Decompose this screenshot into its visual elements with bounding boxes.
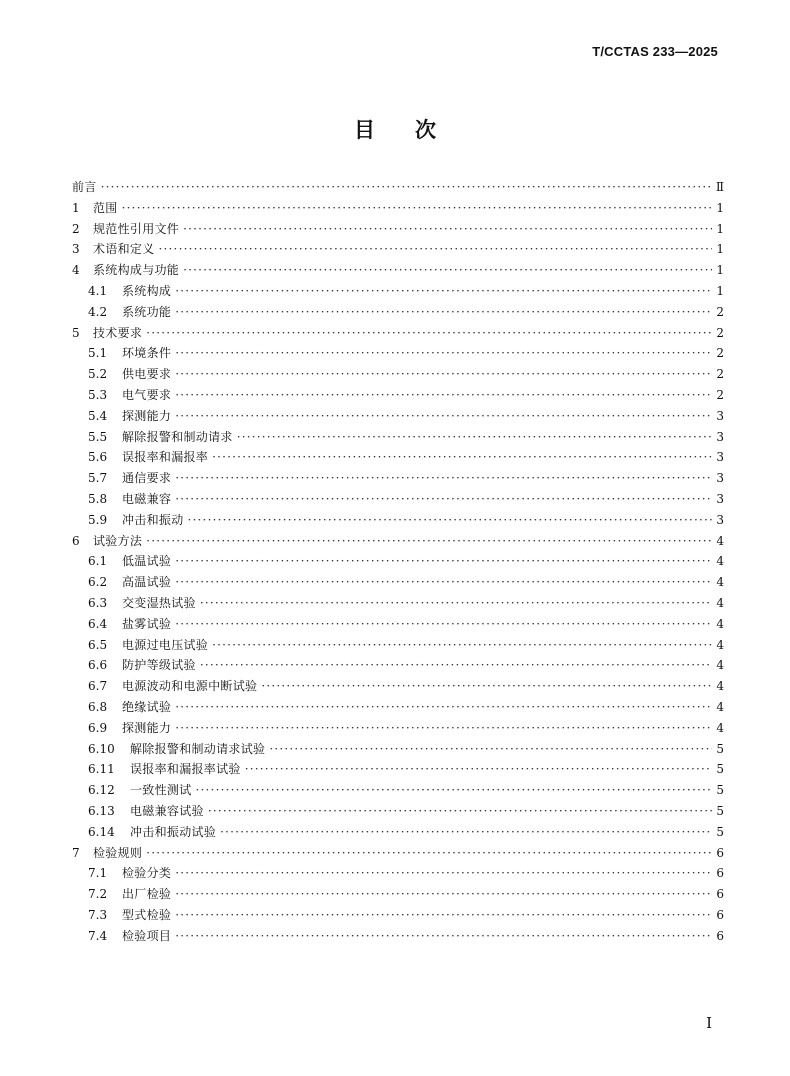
toc-entry-label: 术语和定义: [93, 242, 155, 257]
toc-leader-dots: [200, 593, 712, 614]
toc-entry-label: 误报率和漏报率: [122, 450, 209, 465]
toc-entry[interactable]: [72, 447, 724, 468]
toc-leader-dots: [188, 510, 712, 531]
toc-leader-dots: [245, 759, 712, 780]
toc-entry-page: 2: [716, 387, 724, 402]
toc-entry-page: 5: [716, 803, 724, 818]
toc-entry[interactable]: [72, 759, 724, 780]
toc-entry[interactable]: [72, 406, 724, 427]
toc-leader-dots: [175, 551, 712, 572]
standard-number: T/CCTAS 233—2025: [592, 44, 718, 59]
toc-entry-number: 2: [72, 221, 80, 236]
toc-entry[interactable]: [72, 614, 724, 635]
toc-entry-label: 电磁兼容: [122, 491, 172, 506]
toc-entry[interactable]: [72, 510, 724, 531]
toc-leader-dots: [101, 177, 712, 198]
toc-leader-dots: [237, 427, 712, 448]
toc-leader-dots: [175, 343, 712, 364]
toc-entry-number: 6.7: [88, 679, 108, 694]
toc-entry-number: 6.9: [88, 720, 108, 735]
toc-leader-dots: [175, 406, 712, 427]
toc-entry-page: 3: [716, 471, 724, 486]
toc-leader-dots: [212, 447, 712, 468]
toc-entry-number: 3: [72, 242, 80, 257]
toc-leader-dots: [220, 822, 712, 843]
toc-entry[interactable]: [72, 843, 724, 864]
toc-entry-label: 环境条件: [122, 346, 172, 361]
toc-entry-page: 3: [716, 450, 724, 465]
toc-entry-page: 5: [716, 824, 724, 839]
toc-entry-number: 6.5: [88, 637, 108, 652]
toc-entry-number: 6.11: [88, 762, 115, 777]
title-char-1: 目: [354, 117, 375, 142]
toc-leader-dots: [175, 572, 712, 593]
toc-entry-number: 6: [72, 533, 80, 548]
toc-entry[interactable]: [72, 884, 724, 905]
toc-leader-dots: [175, 905, 712, 926]
toc-entry-number: 6.2: [88, 575, 108, 590]
toc-leader-dots: [200, 655, 712, 676]
toc-entry-page: 6: [716, 907, 724, 922]
toc-entry[interactable]: [72, 863, 724, 884]
toc-entry-label: 绝缘试验: [122, 699, 172, 714]
toc-entry-page: 4: [716, 679, 724, 694]
toc-entry[interactable]: [72, 801, 724, 822]
toc-entry-page: 3: [716, 429, 724, 444]
toc-entry-page: 5: [716, 783, 724, 798]
toc-leader-dots: [175, 718, 712, 739]
toc-entry-label: 盐雾试验: [122, 616, 172, 631]
toc-entry-label: 电源过电压试验: [122, 637, 209, 652]
toc-entry-label: 出厂检验: [122, 887, 172, 902]
toc-entry-label: 检验项目: [122, 928, 172, 943]
footer-page-number: I: [706, 1014, 712, 1032]
toc-entry-page: 1: [716, 283, 724, 298]
toc-entry-page: 6: [716, 845, 724, 860]
toc-entry-page: 2: [716, 304, 724, 319]
toc-entry-number: 5: [72, 325, 80, 340]
toc-entry[interactable]: [72, 593, 724, 614]
toc-entry-label: 范围: [93, 200, 118, 215]
toc-entry-number: 5.3: [88, 387, 108, 402]
toc-leader-dots: [175, 863, 712, 884]
toc-leader-dots: [175, 364, 712, 385]
toc-entry-number: 5.9: [88, 512, 108, 527]
toc-entry-label: 冲击和振动试验: [130, 824, 217, 839]
toc-entry[interactable]: [72, 343, 724, 364]
toc-entry-page: 3: [716, 491, 724, 506]
toc-entry[interactable]: [72, 822, 724, 843]
toc-entry-number: 6.10: [88, 741, 115, 756]
toc-entry[interactable]: [72, 905, 724, 926]
toc-entry-number: 7.3: [88, 907, 108, 922]
toc-entry[interactable]: [72, 551, 724, 572]
toc-entry[interactable]: [72, 281, 724, 302]
toc-entry-label: 检验分类: [122, 866, 172, 881]
toc-entry-number: 7: [72, 845, 80, 860]
toc-entry[interactable]: [72, 198, 724, 219]
toc-entry[interactable]: [72, 572, 724, 593]
toc-entry-label: 电源波动和电源中断试验: [122, 679, 258, 694]
toc-entry-label: 通信要求: [122, 471, 172, 486]
toc-entry-number: 6.12: [88, 783, 115, 798]
toc-entry-label: 交变湿热试验: [122, 595, 196, 610]
toc-entry-page: 1: [716, 200, 724, 215]
toc-entry-page: 4: [716, 533, 724, 548]
toc-entry-label: 系统构成: [122, 283, 172, 298]
toc-entry-number: 6.4: [88, 616, 108, 631]
toc-leader-dots: [196, 780, 712, 801]
toc-entry-label: 高温试验: [122, 575, 172, 590]
toc-entry[interactable]: [72, 531, 724, 552]
toc-entry-page: 4: [716, 699, 724, 714]
toc-entry-page: 3: [716, 512, 724, 527]
toc-entry[interactable]: [72, 926, 724, 947]
toc-entry-number: 6.6: [88, 658, 108, 673]
toc-entry-label: 探测能力: [122, 408, 172, 423]
toc-entry[interactable]: [72, 489, 724, 510]
toc-entry-number: 5.7: [88, 471, 108, 486]
toc-entry-number: 5.8: [88, 491, 108, 506]
toc-entry-number: 6.14: [88, 824, 115, 839]
toc-entry[interactable]: [72, 676, 724, 697]
toc-leader-dots: [146, 323, 712, 344]
toc-leader-dots: [175, 302, 712, 323]
toc-leader-dots: [261, 676, 712, 697]
toc-entry-page: 6: [716, 887, 724, 902]
toc-leader-dots: [175, 489, 712, 510]
toc-leader-dots: [183, 260, 712, 281]
toc-leader-dots: [175, 385, 712, 406]
toc-leader-dots: [159, 239, 712, 260]
toc-entry-label: 系统功能: [122, 304, 172, 319]
toc-entry-label: 试验方法: [93, 533, 143, 548]
toc-entry-page: 2: [716, 346, 724, 361]
toc-entry-label: 供电要求: [122, 367, 172, 382]
toc-entry-page: 1: [716, 263, 724, 278]
toc-entry-number: 4.1: [88, 283, 108, 298]
toc-leader-dots: [175, 926, 712, 947]
toc-entry-number: 4.2: [88, 304, 108, 319]
toc-entry-label: 型式检验: [122, 907, 172, 922]
toc-entry[interactable]: [72, 468, 724, 489]
toc-entry-label: 技术要求: [93, 325, 143, 340]
toc-entry[interactable]: [72, 364, 724, 385]
toc-entry[interactable]: [72, 219, 724, 240]
toc-entry[interactable]: [72, 239, 724, 260]
toc-leader-dots: [175, 614, 712, 635]
toc-entry-page: 4: [716, 658, 724, 673]
toc-entry-page: 4: [716, 595, 724, 610]
toc-leader-dots: [122, 198, 712, 219]
toc-entry-page: 6: [716, 866, 724, 881]
toc-entry-number: 1: [72, 200, 80, 215]
toc-entry[interactable]: [72, 385, 724, 406]
toc-leader-dots: [183, 219, 712, 240]
toc-entry-number: 7.1: [88, 866, 108, 881]
toc-entry-page: 1: [716, 242, 724, 257]
toc-entry-label: 规范性引用文件: [93, 221, 180, 236]
toc-entry-page: 2: [716, 325, 724, 340]
toc-entry-number: 6.8: [88, 699, 108, 714]
toc-entry-number: 6.13: [88, 803, 115, 818]
toc-entry-label: 探测能力: [122, 720, 172, 735]
table-of-contents: [72, 177, 724, 946]
toc-entry[interactable]: [72, 260, 724, 281]
toc-entry-page: 4: [716, 575, 724, 590]
toc-entry-number: 5.6: [88, 450, 108, 465]
toc-entry[interactable]: [72, 635, 724, 656]
toc-entry-page: 6: [716, 928, 724, 943]
toc-entry-label: 解除报警和制动请求试验: [130, 741, 266, 756]
toc-leader-dots: [175, 468, 712, 489]
toc-entry[interactable]: [72, 302, 724, 323]
toc-leader-dots: [146, 843, 712, 864]
toc-leader-dots: [146, 531, 712, 552]
toc-entry-number: 7.4: [88, 928, 108, 943]
toc-entry[interactable]: [72, 323, 724, 344]
toc-entry-page: 4: [716, 720, 724, 735]
toc-entry-label: 一致性测试: [130, 783, 192, 798]
toc-entry-number: 5.4: [88, 408, 108, 423]
toc-entry-label: 冲击和振动: [122, 512, 184, 527]
toc-entry[interactable]: [72, 739, 724, 760]
toc-entry-page: 5: [716, 741, 724, 756]
toc-entry-page: 1: [716, 221, 724, 236]
toc-entry-label: 系统构成与功能: [93, 263, 180, 278]
toc-entry-page: 2: [716, 367, 724, 382]
toc-entry-label: 电磁兼容试验: [130, 803, 204, 818]
toc-entry-number: 4: [72, 263, 80, 278]
toc-entry-page: 4: [716, 637, 724, 652]
toc-leader-dots: [175, 884, 712, 905]
toc-entry[interactable]: [72, 655, 724, 676]
toc-leader-dots: [175, 697, 712, 718]
toc-entry-label: 电气要求: [122, 387, 172, 402]
toc-leader-dots: [208, 801, 712, 822]
toc-leader-dots: [269, 739, 712, 760]
toc-leader-dots: [212, 635, 712, 656]
toc-entry-page: 4: [716, 616, 724, 631]
toc-entry-number: 7.2: [88, 887, 108, 902]
toc-entry-number: 5.5: [88, 429, 108, 444]
page-title: [0, 114, 790, 144]
toc-entry[interactable]: [72, 427, 724, 448]
toc-entry-number: 6.1: [88, 554, 108, 569]
toc-leader-dots: [175, 281, 712, 302]
toc-entry-label: 防护等级试验: [122, 658, 196, 673]
toc-entry[interactable]: [72, 718, 724, 739]
toc-entry-page: 3: [716, 408, 724, 423]
toc-entry-label: 低温试验: [122, 554, 172, 569]
title-char-2: 次: [415, 117, 436, 142]
toc-entry-page: Ⅱ: [715, 180, 724, 194]
toc-entry-label: 解除报警和制动请求: [122, 429, 233, 444]
toc-entry-page: 4: [716, 554, 724, 569]
toc-entry-label: 检验规则: [93, 845, 143, 860]
toc-entry-label: 前言: [72, 180, 97, 194]
toc-entry-number: 5.2: [88, 367, 108, 382]
toc-entry-number: 6.3: [88, 595, 108, 610]
toc-entry[interactable]: [72, 780, 724, 801]
toc-entry-page: 5: [716, 762, 724, 777]
toc-entry-label: 误报率和漏报率试验: [130, 762, 241, 777]
toc-entry[interactable]: [72, 177, 724, 198]
toc-entry-number: 5.1: [88, 346, 108, 361]
toc-entry[interactable]: [72, 697, 724, 718]
